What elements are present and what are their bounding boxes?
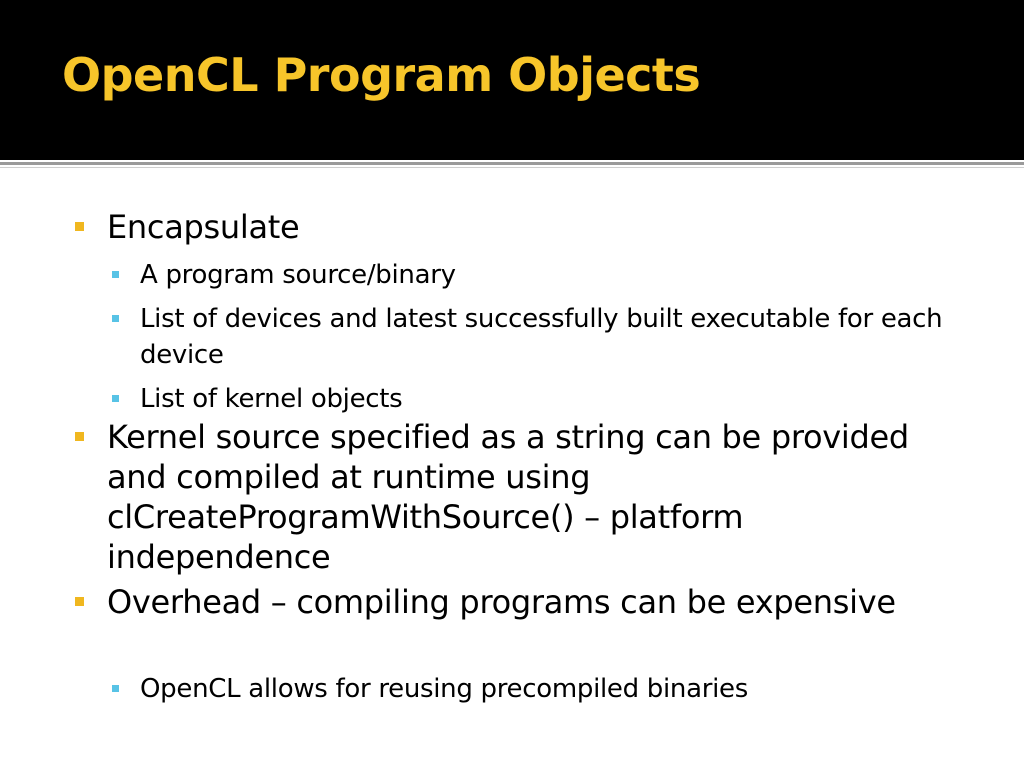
- sub-bullet-precompiled-binaries: OpenCL allows for reusing precompiled binaries: [140, 674, 748, 704]
- square-bullet-icon: [112, 315, 119, 322]
- sub-bullet-program-source: A program source/binary: [140, 260, 456, 290]
- sub-bullet-device-list: List of devices and latest successfully built executable for each device: [140, 304, 943, 370]
- square-bullet-icon: [75, 432, 84, 441]
- slide-title: OpenCL Program Objects: [62, 48, 701, 102]
- bullet-item-overhead: Overhead – compiling programs can be expensive: [107, 583, 896, 621]
- square-bullet-icon: [75, 597, 84, 606]
- square-bullet-icon: [112, 395, 119, 402]
- bullet-item-kernel-source: Kernel source specified as a string can be provided and compiled at runtime using clCreateProgramWithSource() – platform independence: [107, 418, 909, 576]
- square-bullet-icon: [75, 222, 84, 231]
- square-bullet-icon: [112, 271, 119, 278]
- sub-bullet-kernel-objects: List of kernel objects: [140, 384, 403, 414]
- bullet-item-encapsulate: Encapsulate: [107, 208, 300, 246]
- square-bullet-icon: [112, 685, 119, 692]
